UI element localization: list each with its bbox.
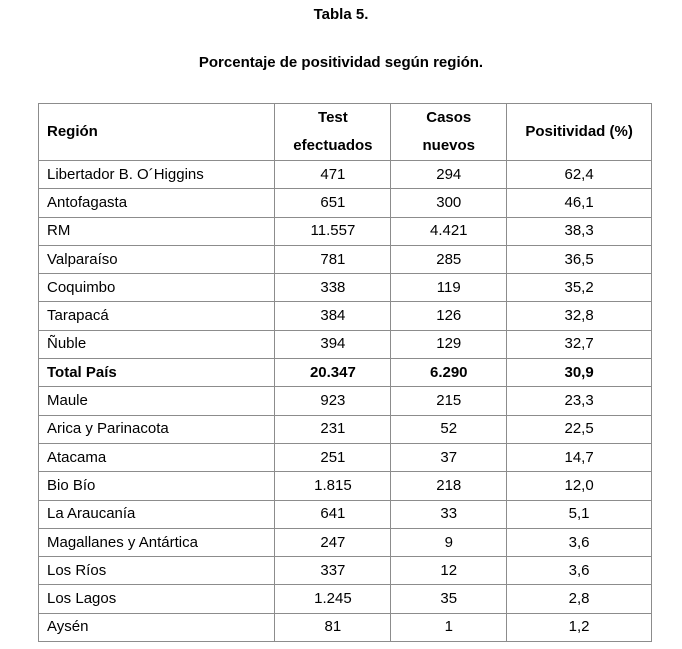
table-row bbox=[39, 302, 652, 330]
cell-casos: 35 bbox=[391, 585, 507, 613]
cell-positividad: 30,9 bbox=[507, 359, 652, 387]
table-row bbox=[39, 274, 652, 302]
cell-test: 651 bbox=[275, 189, 391, 217]
table-row bbox=[39, 217, 652, 245]
table-row bbox=[39, 557, 652, 585]
cell-test: 20.347 bbox=[275, 359, 391, 387]
cell-positividad: 46,1 bbox=[507, 189, 652, 217]
table-row bbox=[39, 500, 652, 528]
cell-positividad: 2,8 bbox=[507, 585, 652, 613]
cell-positividad: 32,8 bbox=[507, 302, 652, 330]
cell-positividad: 62,4 bbox=[507, 161, 652, 189]
cell-test: 923 bbox=[275, 387, 391, 415]
cell-region: La Araucanía bbox=[39, 500, 275, 528]
cell-test: 247 bbox=[275, 528, 391, 556]
cell-casos: 126 bbox=[391, 302, 507, 330]
cell-region: Valparaíso bbox=[39, 245, 275, 273]
cell-test: 781 bbox=[275, 245, 391, 273]
table-title: Tabla 5. bbox=[313, 6, 369, 23]
table-row bbox=[39, 189, 652, 217]
cell-casos: 52 bbox=[391, 415, 507, 443]
cell-test: 251 bbox=[275, 443, 391, 471]
cell-positividad: 3,6 bbox=[507, 557, 652, 585]
cell-positividad: 36,5 bbox=[507, 245, 652, 273]
cell-region: Antofagasta bbox=[39, 189, 275, 217]
cell-test: 1.245 bbox=[275, 585, 391, 613]
cell-region: Maule bbox=[39, 387, 275, 415]
header-test: Test efectuados bbox=[275, 104, 391, 161]
header-casos: Casos nuevos bbox=[391, 104, 507, 161]
cell-region: Arica y Parinacota bbox=[39, 415, 275, 443]
cell-region: Los Ríos bbox=[39, 557, 275, 585]
cell-casos: 4.421 bbox=[391, 217, 507, 245]
header-positividad: Positividad (%) bbox=[507, 104, 652, 161]
cell-casos: 300 bbox=[391, 189, 507, 217]
cell-region: Tarapacá bbox=[39, 302, 275, 330]
cell-test: 338 bbox=[275, 274, 391, 302]
cell-casos: 129 bbox=[391, 330, 507, 358]
cell-test: 11.557 bbox=[275, 217, 391, 245]
table-subtitle: Porcentaje de positividad según región. bbox=[198, 54, 484, 71]
cell-region: Total País bbox=[39, 359, 275, 387]
table-row bbox=[39, 161, 652, 189]
cell-region: Bio Bío bbox=[39, 472, 275, 500]
table-row bbox=[39, 472, 652, 500]
cell-test: 471 bbox=[275, 161, 391, 189]
cell-positividad: 14,7 bbox=[507, 443, 652, 471]
cell-test: 81 bbox=[275, 613, 391, 641]
cell-casos: 218 bbox=[391, 472, 507, 500]
cell-test: 394 bbox=[275, 330, 391, 358]
table-row bbox=[39, 245, 652, 273]
cell-casos: 285 bbox=[391, 245, 507, 273]
cell-casos: 215 bbox=[391, 387, 507, 415]
cell-casos: 12 bbox=[391, 557, 507, 585]
cell-region: Coquimbo bbox=[39, 274, 275, 302]
cell-positividad: 35,2 bbox=[507, 274, 652, 302]
cell-region: RM bbox=[39, 217, 275, 245]
table-row bbox=[39, 387, 652, 415]
table-row bbox=[39, 528, 652, 556]
cell-positividad: 23,3 bbox=[507, 387, 652, 415]
cell-region: Ñuble bbox=[39, 330, 275, 358]
cell-region: Los Lagos bbox=[39, 585, 275, 613]
positivity-table bbox=[38, 103, 652, 642]
cell-test: 384 bbox=[275, 302, 391, 330]
table-row bbox=[39, 415, 652, 443]
table-row-total bbox=[39, 359, 652, 387]
table-row bbox=[39, 613, 652, 641]
cell-positividad: 12,0 bbox=[507, 472, 652, 500]
cell-test: 337 bbox=[275, 557, 391, 585]
cell-casos: 294 bbox=[391, 161, 507, 189]
cell-casos: 37 bbox=[391, 443, 507, 471]
cell-test: 641 bbox=[275, 500, 391, 528]
table-row bbox=[39, 443, 652, 471]
cell-casos: 33 bbox=[391, 500, 507, 528]
cell-positividad: 22,5 bbox=[507, 415, 652, 443]
table-row bbox=[39, 585, 652, 613]
cell-region: Libertador B. O´Higgins bbox=[39, 161, 275, 189]
cell-casos: 9 bbox=[391, 528, 507, 556]
cell-test: 1.815 bbox=[275, 472, 391, 500]
cell-region: Aysén bbox=[39, 613, 275, 641]
cell-casos: 119 bbox=[391, 274, 507, 302]
cell-positividad: 38,3 bbox=[507, 217, 652, 245]
cell-positividad: 3,6 bbox=[507, 528, 652, 556]
cell-casos: 6.290 bbox=[391, 359, 507, 387]
cell-test: 231 bbox=[275, 415, 391, 443]
header-row bbox=[39, 104, 652, 161]
cell-positividad: 5,1 bbox=[507, 500, 652, 528]
table-row bbox=[39, 330, 652, 358]
cell-positividad: 1,2 bbox=[507, 613, 652, 641]
cell-region: Magallanes y Antártica bbox=[39, 528, 275, 556]
cell-positividad: 32,7 bbox=[507, 330, 652, 358]
header-region: Región bbox=[39, 104, 275, 161]
cell-region: Atacama bbox=[39, 443, 275, 471]
cell-casos: 1 bbox=[391, 613, 507, 641]
